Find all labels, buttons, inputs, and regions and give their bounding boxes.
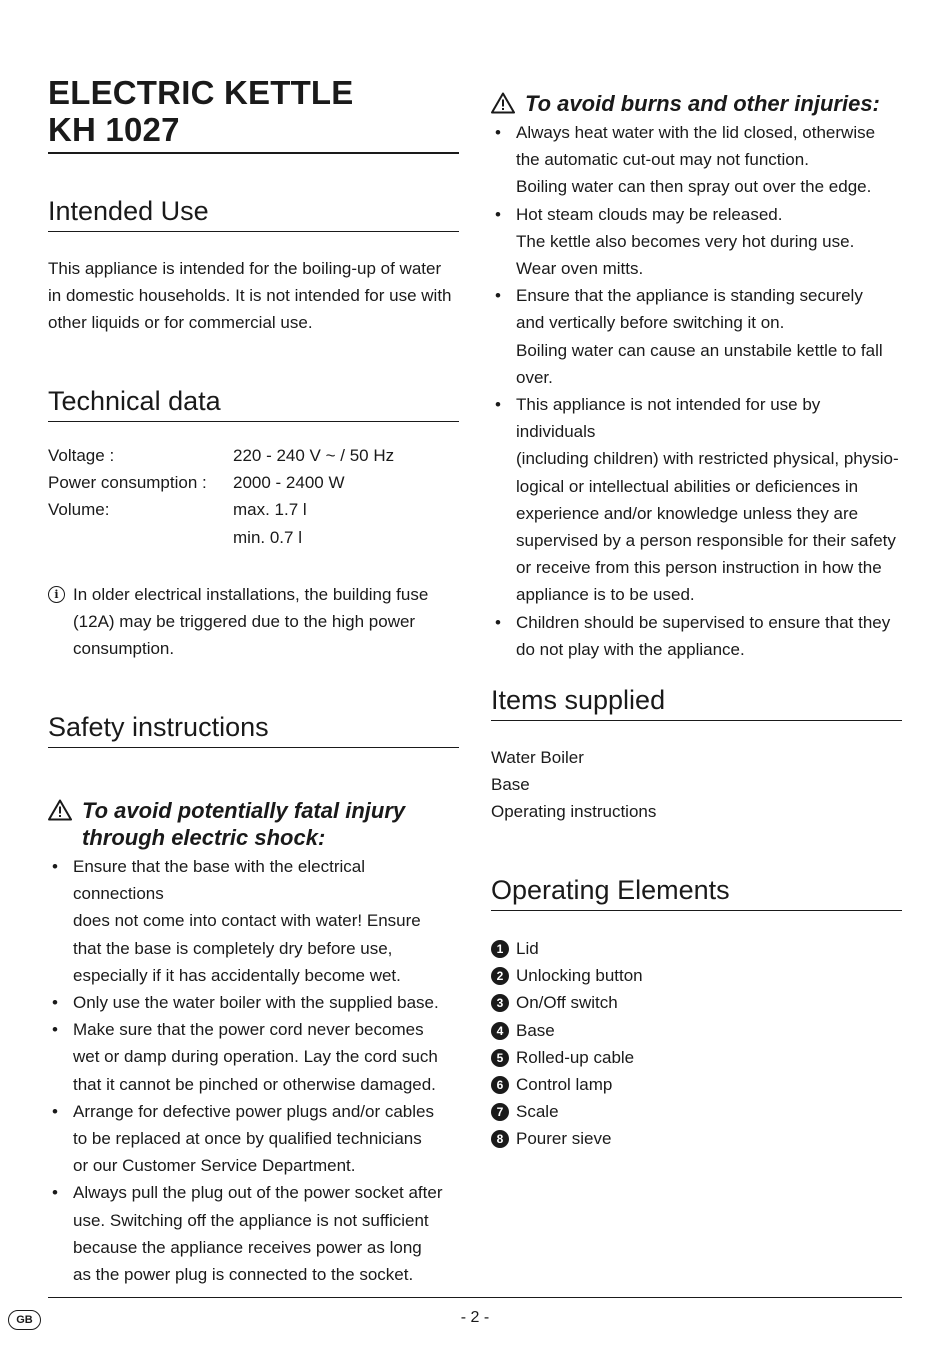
- list-item: [491, 391, 902, 609]
- list-item-line: does not come into contact with water! Ensure: [73, 911, 421, 931]
- number-badge-icon: 5: [491, 1049, 509, 1067]
- shock-warning-heading: [48, 797, 405, 851]
- element-label: Rolled-up cable: [516, 1047, 635, 1067]
- document-title: [48, 74, 459, 154]
- element-label: Lid: [516, 939, 539, 958]
- list-item-line: (including children) with restricted physical, physio-: [516, 449, 899, 469]
- list-item-line: • Always heat water with the lid closed, otherwise: [516, 123, 876, 142]
- list-item-line: appliance is to be used.: [516, 585, 695, 605]
- list-item-line: • This appliance is not intended for use by individuals: [516, 395, 821, 442]
- tech-value: min. 0.7 l: [233, 527, 302, 547]
- list-item-line: or receive from this person instruction in how the: [516, 558, 882, 578]
- tech-row: [48, 528, 394, 555]
- list-item-line: to be replaced at once by qualified technicians: [73, 1129, 422, 1149]
- list-item-line: The kettle also becomes very hot during use.: [516, 231, 855, 251]
- list-item: [491, 1044, 643, 1071]
- element-label: Control lamp: [516, 1075, 613, 1095]
- list-item-line: Boiling water can then spray out over the edge.: [516, 177, 872, 197]
- intended-use-heading: Intended Use: [48, 194, 459, 232]
- operating-elements-list: [491, 935, 643, 1153]
- list-item: [48, 853, 459, 989]
- list-item-line: • Arrange for defective power plugs and/or cables: [73, 1101, 434, 1121]
- list-item-line: • Children should be supervised to ensure that they: [516, 612, 891, 632]
- list-item-line: do not play with the appliance.: [516, 639, 745, 659]
- list-item-line: that the base is completely dry before use,: [73, 938, 393, 958]
- list-item: [491, 119, 902, 201]
- number-badge-icon: 1: [491, 940, 509, 958]
- list-item-line: • Ensure that the appliance is standing securely: [516, 286, 863, 306]
- list-item-line: • Hot steam clouds may be released.: [516, 204, 783, 224]
- footer-divider: [48, 1297, 902, 1298]
- tech-value: 2000 - 2400 W: [233, 473, 345, 493]
- list-item: [48, 1179, 459, 1288]
- number-badge-icon: 4: [491, 1022, 509, 1040]
- list-item: [491, 989, 643, 1016]
- number-badge-icon: 6: [491, 1076, 509, 1094]
- list-item-line: as the power plug is connected to the socket.: [73, 1265, 414, 1285]
- technical-data-heading: Technical data: [48, 384, 459, 422]
- list-item-line: the automatic cut-out may not function.: [516, 150, 809, 170]
- element-label: On/Off switch: [516, 993, 618, 1013]
- list-item-line: Wear oven mitts.: [516, 259, 644, 279]
- list-item: [491, 201, 902, 283]
- list-item: [491, 1098, 643, 1125]
- note-line: In older electrical installations, the building fuse: [73, 585, 429, 604]
- list-item-line: over.: [516, 367, 553, 387]
- number-badge-icon: 8: [491, 1130, 509, 1148]
- technical-data-table: [48, 446, 394, 555]
- tech-label: Volume:: [48, 500, 110, 520]
- list-item-line: wet or damp during operation. Lay the cord such: [73, 1047, 438, 1067]
- burns-warning-heading: [491, 90, 880, 117]
- fuse-note: [48, 581, 459, 663]
- burns-heading-text: To avoid burns and other injuries:: [525, 91, 880, 116]
- shock-list: [48, 853, 459, 1288]
- tech-value: 220 - 240 V ~ / 50 Hz: [233, 446, 395, 465]
- element-label: Unlocking button: [516, 966, 643, 986]
- list-item: [491, 1017, 643, 1044]
- intended-use-text: [48, 255, 452, 337]
- tech-row: [48, 446, 394, 473]
- list-item: [491, 1125, 643, 1152]
- intended-use-line: This appliance is intended for the boiling-up of water: [48, 259, 442, 278]
- list-item-line: • Ensure that the base with the electrical connections: [73, 857, 365, 904]
- element-label: Base: [516, 1020, 555, 1040]
- list-item: [48, 1098, 459, 1180]
- note-line: (12A) may be triggered due to the high power: [73, 612, 416, 632]
- list-item: [491, 935, 643, 962]
- list-item: Operating instructions: [491, 802, 657, 822]
- shock-heading-line: To avoid potentially fatal injury: [82, 798, 406, 823]
- list-item-line: • Only use the water boiler with the supplied base.: [73, 993, 439, 1013]
- page-number: - 2 -: [460, 1309, 490, 1326]
- shock-heading-line: through electric shock:: [82, 825, 326, 850]
- list-item: Water Boiler: [491, 748, 584, 767]
- list-item-line: • Make sure that the power cord never becomes: [73, 1020, 424, 1040]
- list-item: [491, 609, 902, 663]
- number-badge-icon: 7: [491, 1103, 509, 1121]
- list-item: [48, 989, 459, 1016]
- list-item-line: Boiling water can cause an unstabile kettle to fall: [516, 340, 883, 360]
- tech-label: Power consumption :: [48, 473, 207, 493]
- list-item-line: because the appliance receives power as long: [73, 1237, 422, 1257]
- safety-heading: Safety instructions: [48, 710, 459, 748]
- list-item-line: or our Customer Service Department.: [73, 1156, 356, 1176]
- list-item: [491, 962, 643, 989]
- number-badge-icon: 2: [491, 967, 509, 985]
- items-supplied-list: [491, 744, 656, 826]
- list-item: [491, 1071, 643, 1098]
- number-badge-icon: 3: [491, 994, 509, 1012]
- tech-label: Voltage :: [48, 446, 115, 465]
- list-item: [48, 1016, 459, 1098]
- warning-triangle-icon: [491, 92, 515, 114]
- element-label: Pourer sieve: [516, 1129, 612, 1149]
- list-item-line: use. Switching off the appliance is not sufficient: [73, 1210, 429, 1230]
- items-supplied-heading: Items supplied: [491, 683, 902, 721]
- list-item-line: supervised by a person responsible for their safety: [516, 531, 896, 551]
- burns-list: [491, 119, 902, 663]
- list-item-line: logical or intellectual abilities or deficiences in: [516, 476, 859, 496]
- intended-use-line: other liquids or for commercial use.: [48, 313, 313, 333]
- list-item: [491, 282, 902, 391]
- title-line-1: ELECTRIC KETTLE: [48, 74, 354, 111]
- list-item-line: that it cannot be pinched or otherwise damaged.: [73, 1074, 436, 1094]
- element-label: Scale: [516, 1102, 559, 1122]
- list-item-line: experience and/or knowledge unless they are: [516, 503, 859, 523]
- info-icon: i: [48, 586, 65, 603]
- tech-row: [48, 500, 394, 527]
- tech-label: [48, 528, 233, 555]
- language-badge: GB: [8, 1310, 41, 1330]
- list-item-line: especially if it has accidentally become wet.: [73, 965, 401, 985]
- tech-row: [48, 473, 394, 500]
- tech-value: max. 1.7 l: [233, 500, 307, 520]
- list-item: Base: [491, 775, 530, 795]
- operating-elements-heading: Operating Elements: [491, 873, 902, 911]
- note-line: consumption.: [73, 639, 175, 659]
- list-item-line: • Always pull the plug out of the power socket after: [73, 1183, 443, 1203]
- title-line-2: KH 1027: [48, 111, 180, 148]
- list-item-line: and vertically before switching it on.: [516, 313, 785, 333]
- intended-use-line: in domestic households. It is not intended for use with: [48, 286, 452, 306]
- warning-triangle-icon: [48, 799, 72, 821]
